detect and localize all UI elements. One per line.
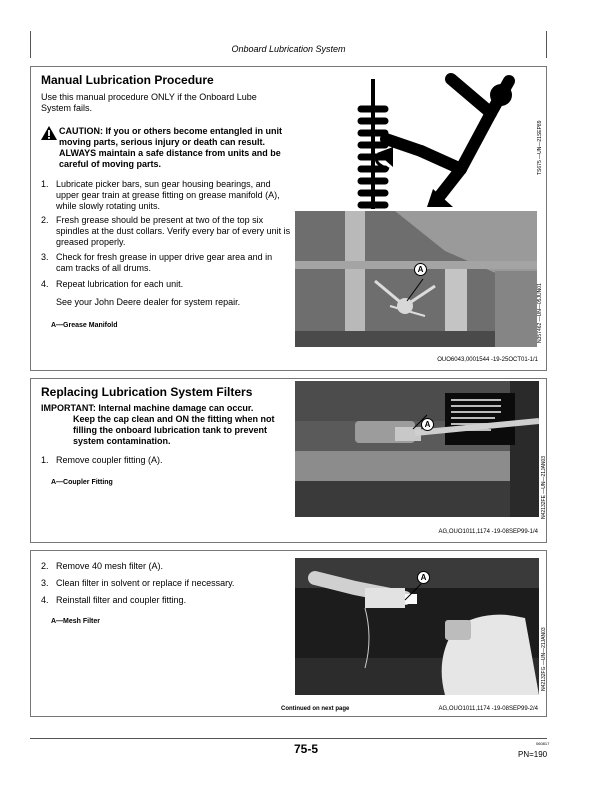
important-notice — [41, 403, 291, 447]
step-number: 1. — [41, 455, 49, 465]
reference-code: AG,OUO1011,1174 -19-08SEP99-2/4 — [438, 706, 538, 712]
step-number: 3. — [41, 578, 49, 588]
dealer-note — [41, 297, 291, 308]
callout-a: A — [414, 263, 427, 276]
list-item — [41, 455, 291, 466]
step-number: 4. — [41, 279, 49, 289]
dealer-note-text: See your John Deere dealer for system repair. — [56, 297, 241, 307]
image-code: N42132FE —UN—21JAN03 — [541, 455, 547, 519]
list-item — [41, 252, 291, 274]
important-lead: IMPORTANT: Internal machine damage can occur. — [41, 403, 254, 413]
continued-note: Continued on next page — [281, 706, 350, 712]
section-title: Replacing Lubrication System Filters — [41, 385, 253, 399]
list-item — [41, 279, 291, 290]
warning-triangle-icon — [41, 126, 57, 140]
image-code: N42132FG —UN—21JAN03 — [541, 627, 547, 691]
footer-rule — [30, 738, 547, 739]
list-item — [41, 578, 291, 589]
step-number: 2. — [41, 561, 49, 571]
figure-caption: A—Coupler Fitting — [51, 479, 113, 486]
figure-caption: A—Mesh Filter — [51, 618, 101, 625]
list-item — [41, 595, 291, 606]
footer-pn: PN=190 — [518, 750, 548, 759]
step-text: Check for fresh grease in upper drive gear area and in cam tracks of all drums. — [56, 252, 273, 273]
reference-code: AG,OUO1011,1174 -19-08SEP99-1/4 — [438, 529, 538, 535]
list-item — [41, 561, 291, 572]
footer-small-code: 060817 — [536, 741, 550, 746]
reference-code: OUO6043,0001544 -19-25OCT01-1/1 — [437, 357, 538, 363]
callout-a: A — [421, 418, 434, 431]
step-number: 1. — [41, 179, 49, 189]
grease-manifold-photo — [295, 211, 537, 347]
coupler-fitting-photo — [295, 381, 539, 517]
step-text: Remove coupler fitting (A). — [56, 455, 163, 465]
step-text: Reinstall filter and coupler fitting. — [56, 595, 187, 605]
section-manual-lubrication — [30, 66, 547, 371]
callout-a: A — [417, 571, 430, 584]
list-item — [41, 179, 291, 212]
list-item — [41, 215, 291, 248]
header-title: Onboard Lubrication System — [231, 44, 346, 54]
step-text: Remove 40 mesh filter (A). — [56, 561, 164, 571]
entanglement-pictogram — [331, 71, 531, 209]
caution-block — [41, 126, 296, 170]
caution-text: CAUTION: If you or others become entangled in unit moving parts, serious injury or death can result. ALWAYS maintain a safe distance from units and be careful of moving parts. — [59, 126, 283, 169]
step-number: 3. — [41, 252, 49, 262]
figure-caption: A—Grease Manifold — [51, 322, 118, 329]
header-frame — [30, 31, 547, 58]
section-replacing-filters — [30, 378, 547, 543]
step-number: 2. — [41, 215, 49, 225]
step-text: Lubricate picker bars, sun gear housing bearings, and upper gear train at grease fitting on grease manifold (A), while slowly rotating units. — [56, 179, 280, 211]
step-text: Clean filter in solvent or replace if necessary. — [56, 578, 235, 588]
important-text: Keep the cap clean and ON the fitting when not filling the onboard lubrication tank to prevent system contamination. — [73, 414, 275, 446]
section-mesh-filter — [30, 550, 547, 717]
intro-text: Use this manual procedure ONLY if the Onboard Lube System fails. — [41, 92, 257, 113]
step-number: 4. — [41, 595, 49, 605]
step-text: Fresh grease should be present at two of the top six spindles at the dust collars. Verify every bar of every unit is greased properly. — [56, 215, 291, 247]
image-code: N357462 —UN—05JUN01 — [537, 283, 543, 343]
page-number: 75-5 — [293, 742, 319, 756]
section-title: Manual Lubrication Procedure — [41, 73, 214, 87]
image-code: TS675 —UN—21SEP89 — [537, 120, 543, 175]
step-text: Repeat lubrication for each unit. — [56, 279, 184, 289]
